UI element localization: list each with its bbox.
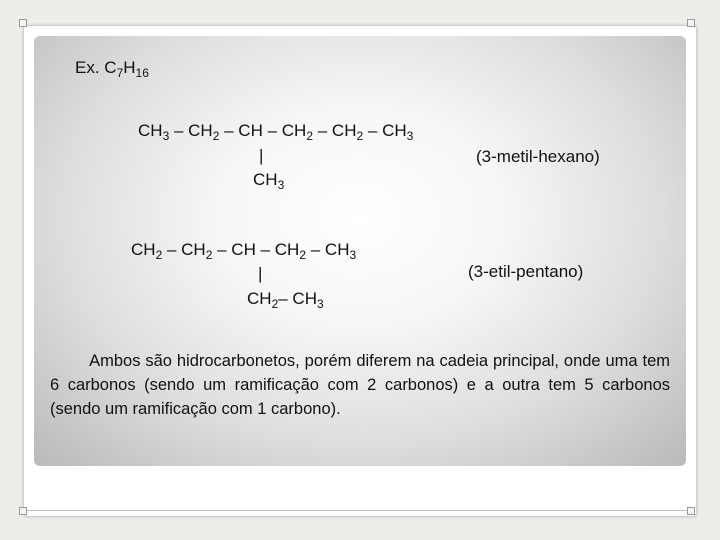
molecule2-name: (3-etil-pentano) xyxy=(468,262,584,281)
corner-handle-top-right xyxy=(687,19,695,27)
example-formula: Ex. $C_7H_{16}$ xyxy=(75,58,149,80)
molecule1-branch-bond: | xyxy=(259,146,264,165)
molecule2-branch: $CH_2-$ $CH_3$ xyxy=(247,289,324,311)
content-panel xyxy=(34,36,686,466)
molecule1-branch: $CH_3$ xyxy=(253,170,285,192)
explanation-paragraph: Ambos são hidrocarbonetos, porém diferem na cadeia principal, onde uma tem 6 carbonos (sendo um ramificação com 2 carbonos) e a outra tem 5 carbonos (sendo um ramificação com 1 carbono). xyxy=(50,352,670,418)
corner-handle-bottom-left xyxy=(19,507,27,515)
molecule2-main-chain: $CH_2 - CH_2$ – CH – $CH_2 - CH_3$ xyxy=(131,240,357,262)
corner-handle-bottom-right xyxy=(687,507,695,515)
bottom-divider xyxy=(26,510,692,511)
corner-handle-top-left xyxy=(19,19,27,27)
molecule2-branch-bond: | xyxy=(258,264,263,283)
molecule1-main-chain: $CH_3 - CH_2$ – CH – $CH_2 - CH_2 - CH_3$ xyxy=(138,121,414,143)
molecule1-name: (3-metil-hexano) xyxy=(476,147,600,166)
